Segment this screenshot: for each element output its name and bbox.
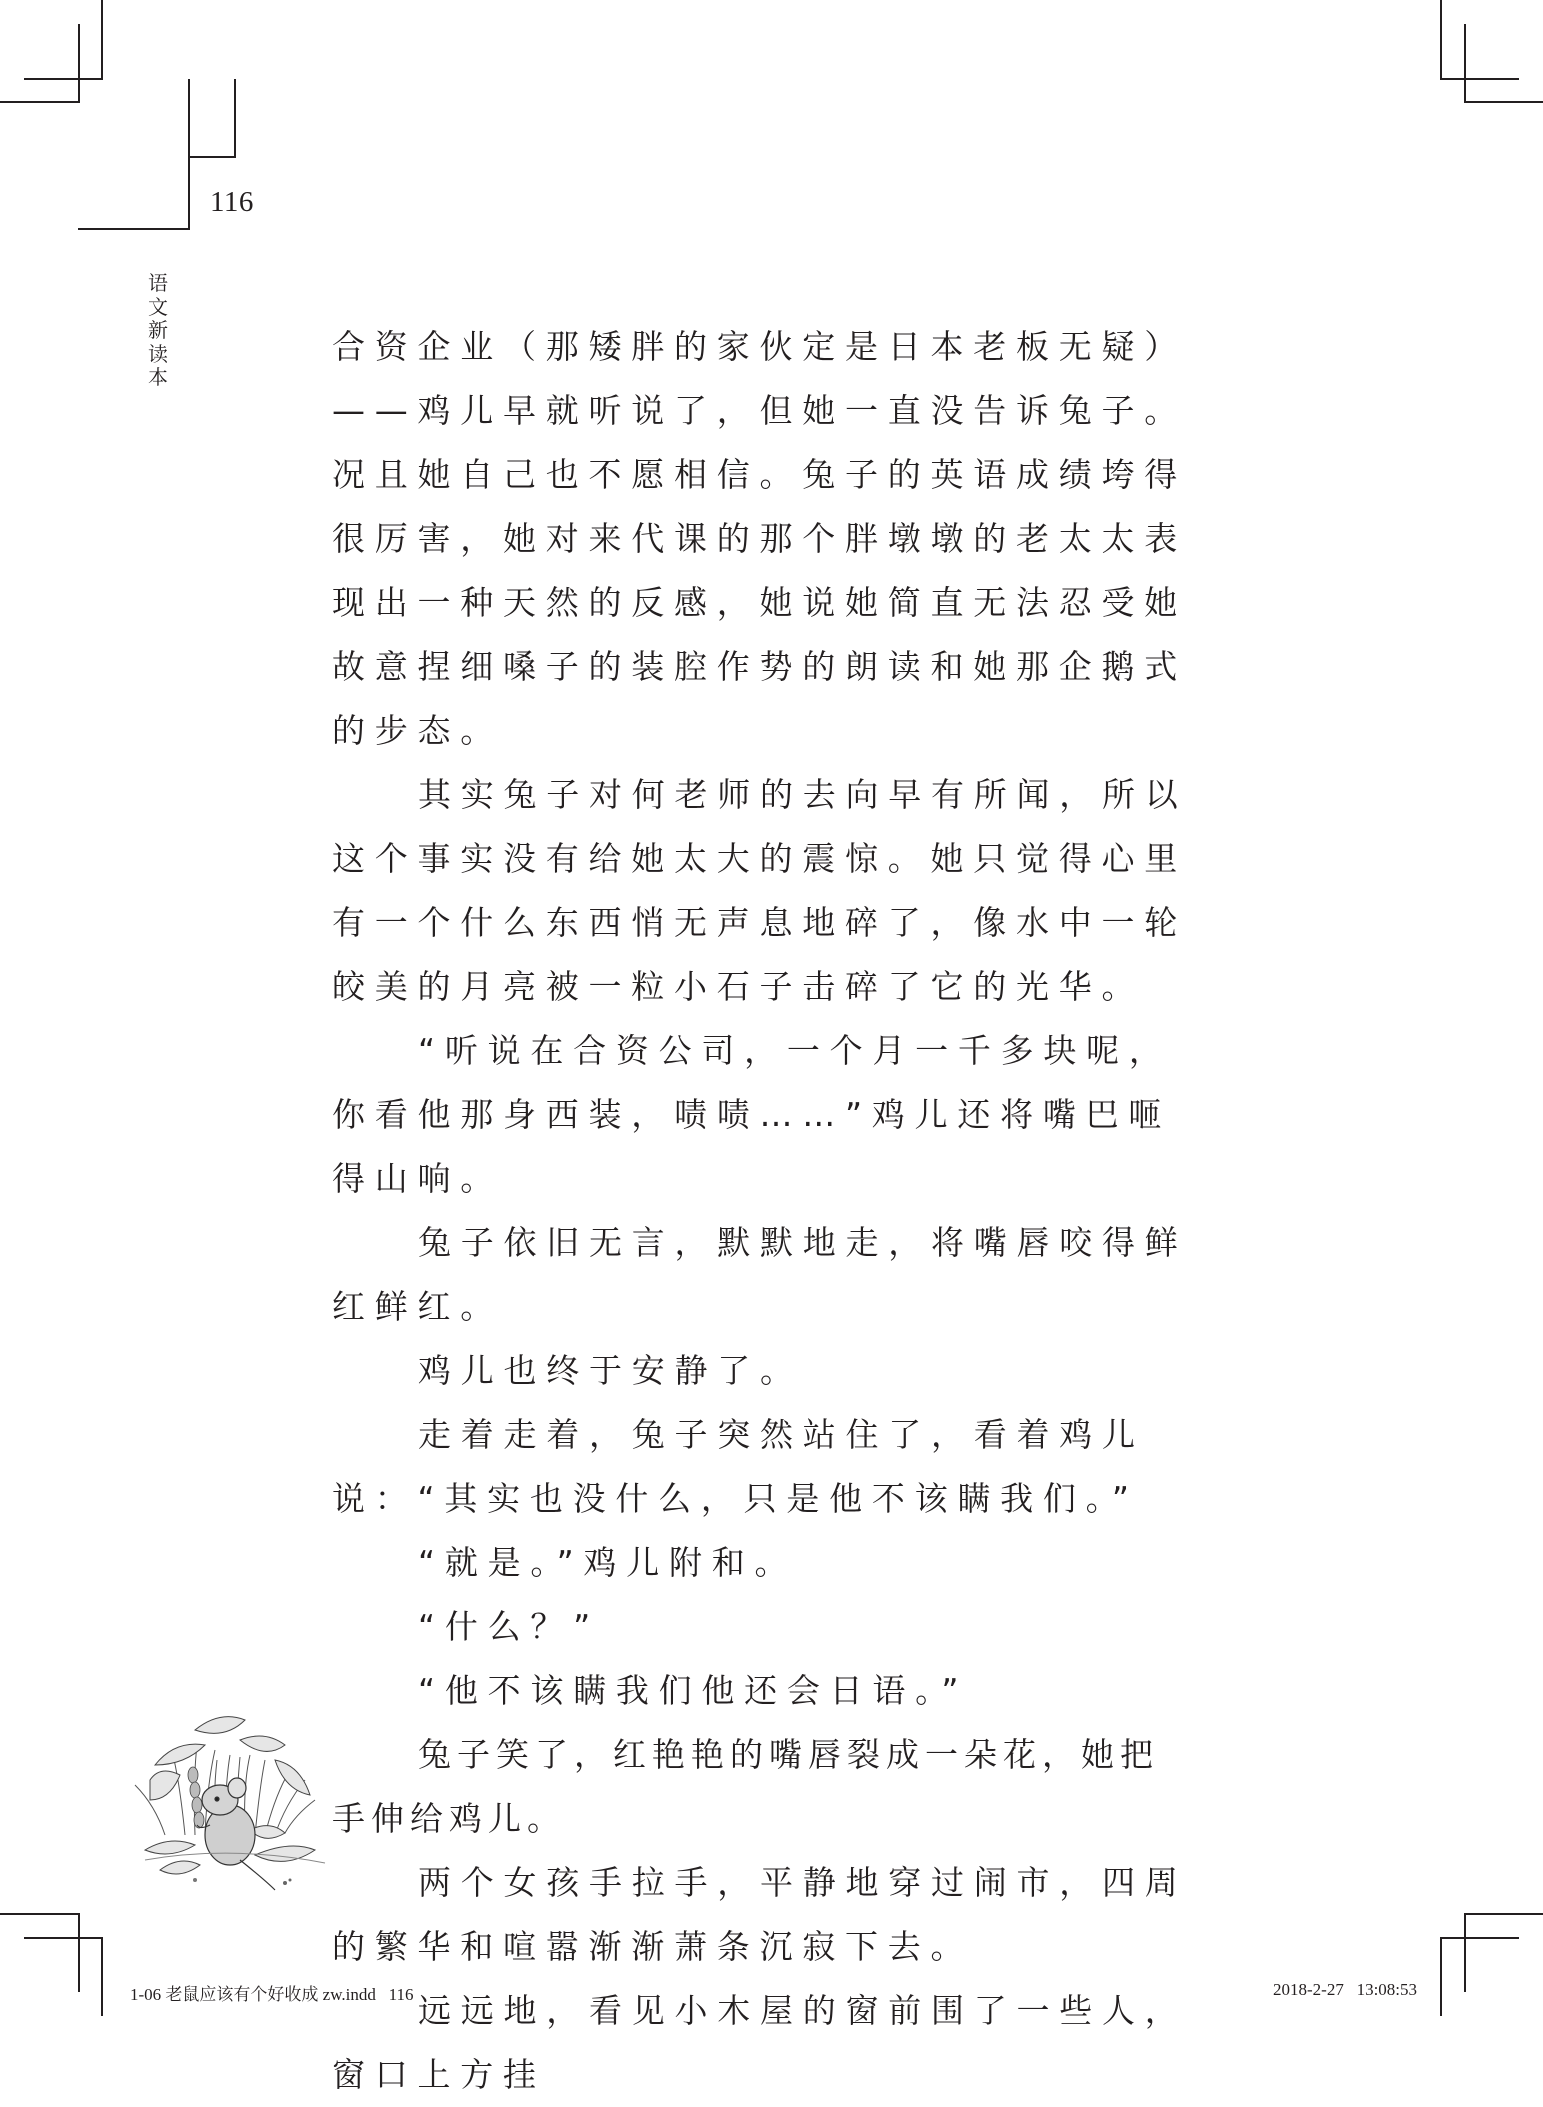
crop-mark-top-left-h1: [24, 78, 103, 80]
paragraph: 兔子笑了，红艳艳的嘴唇裂成一朵花，她把手伸给鸡儿。: [332, 1735, 1159, 1838]
paragraph: 远远地，看见小木屋的窗前围了一些人，窗口上方挂: [332, 1991, 1188, 2094]
crop-mark-bottom-right-v2: [1440, 1937, 1442, 2016]
crop-mark-bottom-right-h1: [1464, 1913, 1543, 1915]
crop-mark-top-left-h2: [0, 101, 79, 103]
paragraph: 兔子依旧无言，默默地走，将嘴唇咬得鲜红鲜红。: [332, 1223, 1188, 1326]
crop-mark-top-right-h1: [1440, 78, 1519, 80]
paragraph: 合资企业（那矮胖的家伙定是日本老板无疑）——鸡儿早就听说了，但她一直没告诉兔子。况且她自己也不愿相信。兔子的英语成绩垮得很厉害，她对来代课的那个胖墩墩的老太太表现出一种天然的反感，她说她简直无法忍受她故意捏细嗓子的装腔作势的朗读和她那企鹅式的步态。: [332, 327, 1187, 750]
crop-mark-bottom-right-h2: [1440, 1937, 1519, 1939]
crop-mark-bottom-left-v1: [78, 1913, 80, 1992]
crop-mark-bottom-right-v1: [1464, 1913, 1466, 1992]
paragraph: “就是。”鸡儿附和。: [418, 1543, 798, 1582]
crop-mark-top-right-v1: [1440, 0, 1442, 79]
footer-file-info: 1-06 老鼠应该有个好收成 zw.indd 116: [130, 1985, 414, 2004]
crop-mark-top-left-v1: [101, 0, 103, 79]
paragraph: “什么？”: [418, 1607, 600, 1646]
page-bracket-long-h: [78, 228, 190, 230]
paragraph: 鸡儿也终于安静了。: [418, 1351, 803, 1390]
page-bracket-long-v: [188, 79, 190, 230]
crop-mark-top-left-v2: [78, 24, 80, 103]
mouse-illustration: [125, 1685, 340, 1895]
page-bracket-short-v: [234, 79, 236, 158]
crop-mark-bottom-left-h2: [24, 1937, 103, 1939]
footer-timestamp: 2018-2-27 13:08:53: [1273, 1980, 1418, 1999]
paragraph: “听说在合资公司，一个月一千多块呢，你看他那身西装，啧啧……”鸡儿还将嘴巴咂得山响。: [332, 1031, 1172, 1198]
running-head: 语文新读本: [148, 271, 168, 389]
paragraph: 走着走着，兔子突然站住了，看着鸡儿说：“其实也没什么，只是他不该瞒我们。”: [332, 1415, 1145, 1518]
crop-mark-bottom-left-h1: [0, 1913, 79, 1915]
paragraph: 其实兔子对何老师的去向早有所闻，所以这个事实没有给她太大的震惊。她只觉得心里有一个什么东西悄无声息地碎了，像水中一轮皎美的月亮被一粒小石子击碎了它的光华。: [332, 775, 1188, 1006]
page-number: 116: [210, 186, 254, 218]
crop-mark-bottom-left-v2: [101, 1937, 103, 2016]
paragraph: 两个女孩手拉手，平静地穿过闹市，四周的繁华和喧嚣渐渐萧条沉寂下去。: [332, 1863, 1188, 1966]
crop-mark-top-right-v2: [1464, 24, 1466, 103]
paragraph: “他不该瞒我们他还会日语。”: [418, 1671, 969, 1710]
body-text: [332, 315, 1192, 2107]
page-bracket-short-h: [188, 156, 236, 158]
crop-mark-top-right-h2: [1464, 101, 1543, 103]
